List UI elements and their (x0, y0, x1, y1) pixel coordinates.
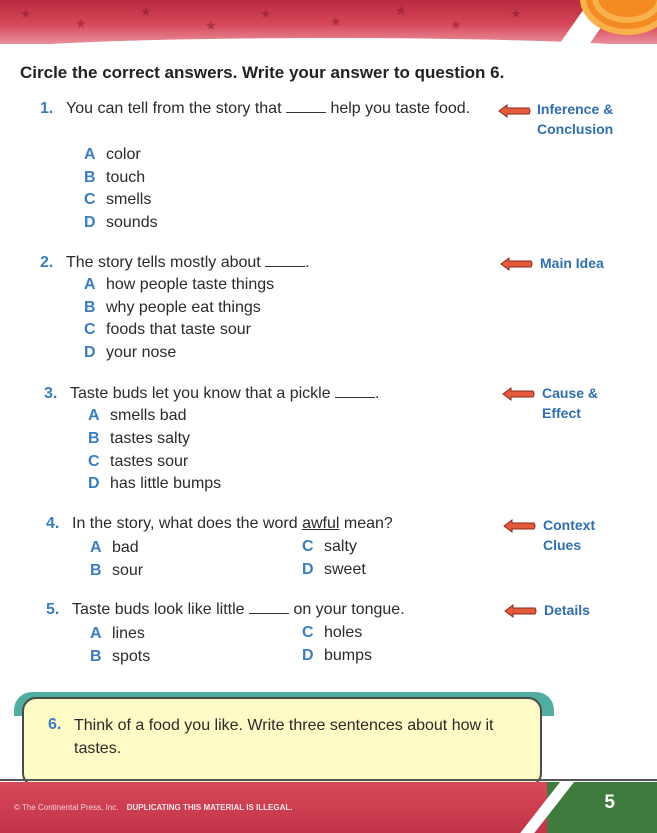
choice-text: spots (112, 648, 151, 665)
copyright-warning: DUPLICATING THIS MATERIAL IS ILLEGAL. (126, 803, 293, 812)
answer-blank (286, 99, 326, 113)
choice-d[interactable] (84, 214, 158, 232)
skill-label (543, 515, 595, 555)
choice-text: has little bumps (110, 475, 222, 492)
question-text-part: on your tongue. (293, 601, 405, 618)
page-number: 5 (604, 792, 615, 813)
question-number: 4. (46, 515, 60, 532)
choice-text: color (106, 146, 141, 163)
choice-text: your nose (106, 344, 177, 361)
copyright-text: © The Continental Press, Inc. (14, 803, 119, 812)
skill-label (542, 383, 598, 423)
choice-b[interactable] (84, 169, 145, 187)
choice-letter: D (302, 561, 314, 578)
choice-text: smells (106, 191, 152, 208)
pointing-hand-icon (503, 604, 537, 618)
choice-text: salty (324, 538, 357, 555)
question-number: 3. (44, 385, 58, 402)
choice-letter: D (84, 344, 96, 361)
answer-blank (249, 600, 289, 614)
choice-d[interactable] (302, 647, 372, 665)
choice-text: lines (112, 625, 145, 642)
choice-letter: A (90, 539, 102, 556)
skill-label (537, 99, 613, 139)
question-number: 1. (40, 100, 54, 117)
question-text (66, 252, 486, 274)
choice-letter: A (88, 407, 100, 424)
choice-a[interactable] (90, 539, 139, 557)
choice-a[interactable] (88, 407, 186, 425)
choice-letter: C (88, 453, 100, 470)
choice-text: foods that taste sour (106, 321, 251, 338)
answer-blank (265, 253, 305, 267)
instructions: Circle the correct answers. Write your answer to question 6. (20, 63, 505, 82)
skill-label-line: Clues (543, 537, 582, 553)
skill-label-line: Conclusion (537, 121, 614, 137)
choice-c[interactable] (84, 191, 151, 209)
question-text (70, 383, 490, 405)
question-text-part: In the story, what does the word (72, 515, 298, 532)
choice-letter: B (84, 169, 96, 186)
answer-blank (335, 384, 375, 398)
choice-c[interactable] (302, 538, 357, 556)
question-text-part: mean? (343, 515, 393, 532)
choice-letter: B (88, 430, 100, 447)
header-banner: ★ ★ ★ ★ ★ ★ ★ ★ ★ (0, 0, 657, 44)
choice-letter: D (84, 214, 96, 231)
question-text (66, 98, 486, 120)
choice-d[interactable] (302, 561, 366, 579)
choice-a[interactable] (84, 146, 141, 164)
choice-letter: D (88, 475, 100, 492)
choice-d[interactable] (88, 475, 221, 493)
question-6-text: Think of a food you like. Write three sentences about how it tastes. (74, 717, 494, 757)
skill-label-line: Details (544, 602, 590, 618)
choice-letter: A (84, 146, 96, 163)
choice-text: touch (106, 169, 146, 186)
question-text (72, 513, 492, 535)
choice-b[interactable] (84, 299, 261, 317)
choice-text: sounds (106, 214, 158, 231)
choice-letter: C (84, 321, 96, 338)
pointing-hand-icon (499, 257, 533, 271)
choice-text: sour (112, 562, 144, 579)
choice-letter: C (302, 538, 314, 555)
choice-text: sweet (324, 561, 366, 578)
skill-label-line: Effect (542, 405, 581, 421)
choice-b[interactable] (88, 430, 190, 448)
question-6-number: 6. (48, 716, 62, 733)
question-text-part: . (305, 254, 310, 271)
choice-letter: A (90, 625, 102, 642)
question-text-part: Taste buds let you know that a pickle (70, 385, 331, 402)
skill-label (544, 600, 590, 620)
choice-letter: B (90, 648, 102, 665)
choice-a[interactable] (84, 276, 274, 294)
choice-text: holes (324, 624, 363, 641)
choice-letter: A (84, 276, 96, 293)
choice-text: smells bad (110, 407, 187, 424)
choice-text: how people taste things (106, 276, 275, 293)
footer-bar (0, 782, 657, 833)
question-text-part: help you taste food. (330, 100, 471, 117)
pointing-hand-icon (502, 519, 536, 533)
skill-label-line: Context (543, 517, 596, 533)
question-number: 5. (46, 601, 60, 618)
choice-text: tastes sour (110, 453, 189, 470)
choice-a[interactable] (90, 625, 145, 643)
skill-label (540, 253, 604, 273)
choice-b[interactable] (90, 648, 150, 666)
skill-label-line: Main Idea (540, 255, 604, 271)
question-text-part: Taste buds look like little (72, 601, 245, 618)
choice-d[interactable] (84, 344, 176, 362)
choice-letter: D (302, 647, 314, 664)
choice-letter: C (84, 191, 96, 208)
pointing-hand-icon (501, 387, 535, 401)
choice-text: bad (112, 539, 139, 556)
footer-divider (0, 779, 657, 781)
choice-c[interactable] (84, 321, 251, 339)
question-text-part: You can tell from the story that (66, 100, 282, 117)
choice-letter: B (90, 562, 102, 579)
question-number: 2. (40, 254, 54, 271)
choice-c[interactable] (88, 453, 188, 471)
question-text-part: . (375, 385, 380, 402)
choice-b[interactable] (90, 562, 143, 580)
pointing-hand-icon (497, 104, 531, 118)
choice-c[interactable] (302, 624, 362, 642)
question-text-part: The story tells mostly about (66, 254, 261, 271)
choice-text: bumps (324, 647, 373, 664)
underlined-word: awful (302, 515, 340, 532)
choice-text: tastes salty (110, 430, 191, 447)
choice-letter: C (302, 624, 314, 641)
choice-text: why people eat things (106, 299, 261, 316)
question-text (72, 599, 492, 621)
footer-copyright (14, 803, 292, 812)
skill-label-line: Inference & (537, 101, 614, 117)
skill-label-line: Cause & (542, 385, 599, 401)
choice-letter: B (84, 299, 96, 316)
